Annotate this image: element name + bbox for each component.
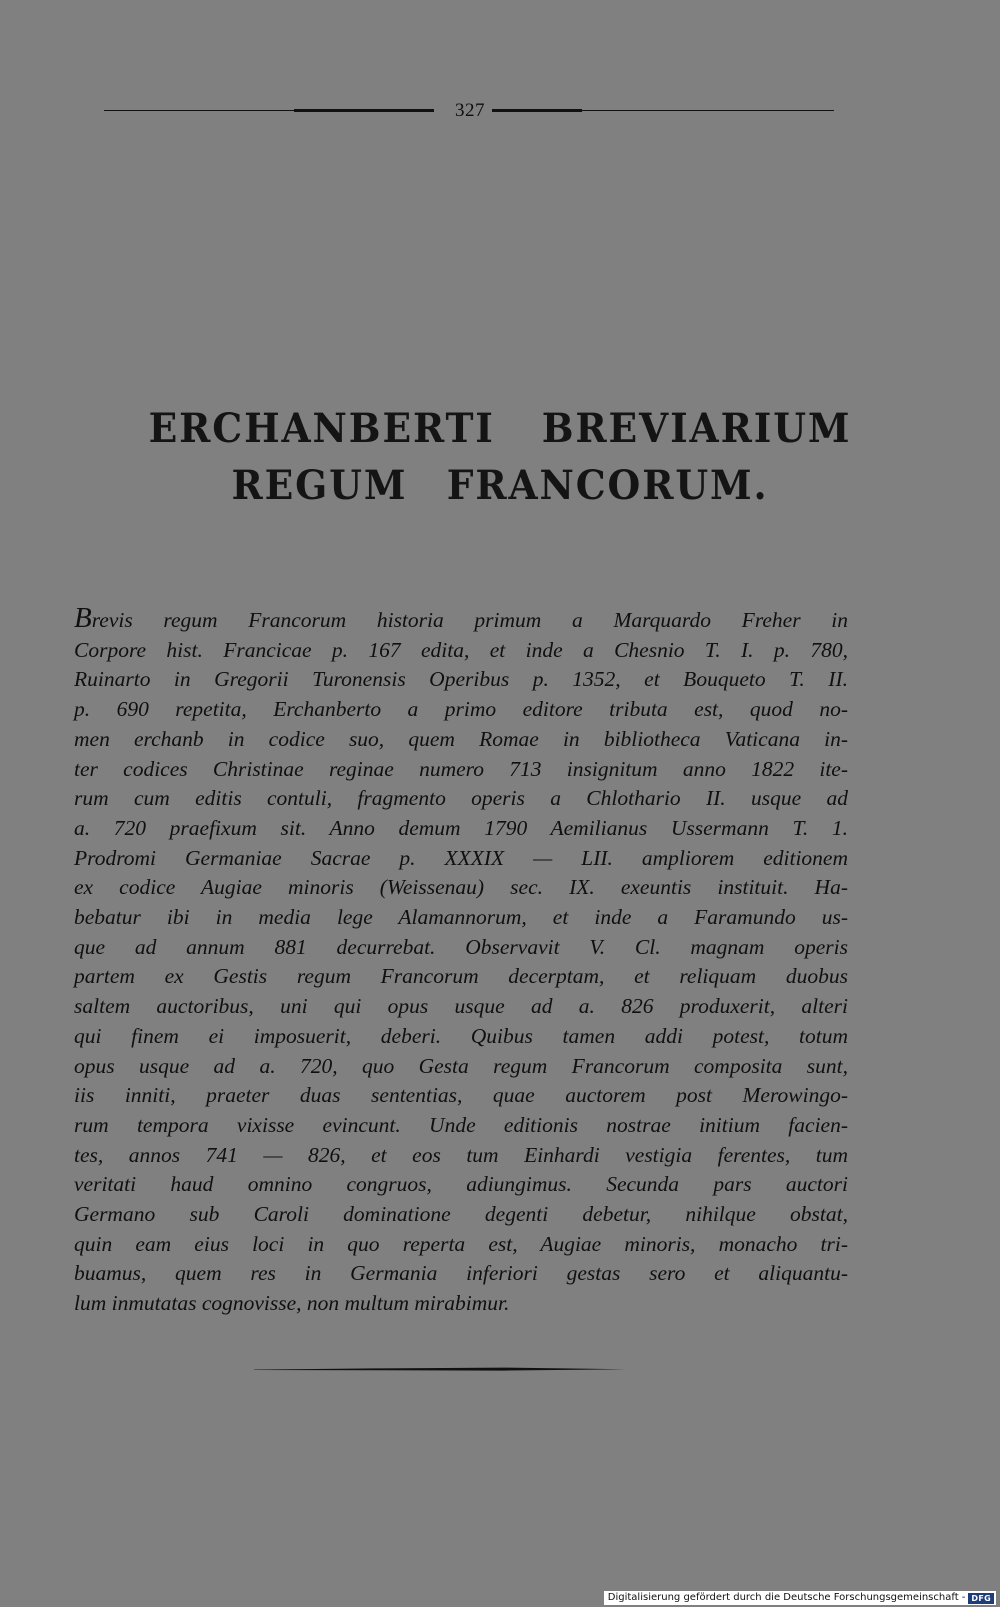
header-rule-right bbox=[492, 109, 582, 112]
introduction-text bbox=[74, 602, 848, 1319]
page-number: 327 bbox=[455, 100, 485, 121]
body-line: ex codice Augiae minoris (Weissenau) sec. IX. exeuntis instituit. Ha- bbox=[74, 875, 848, 900]
body-line: Ruinarto in Gregorii Turonensis Operibus p. 1352, et Bouqueto T. II. bbox=[74, 667, 848, 692]
body-line: tes, annos 741 — 826, et eos tum Einhardi vestigia ferentes, tum bbox=[74, 1142, 848, 1167]
title-line-1: ERCHANBERTI BREVIARIUM bbox=[148, 405, 852, 452]
work-title bbox=[86, 400, 913, 514]
body-line: ter codices Christinae reginae numero 713 insignitum anno 1822 ite- bbox=[74, 756, 848, 781]
dfg-logo: DFG bbox=[968, 1593, 994, 1604]
credit-text: Digitalisierung gefördert durch die Deutsche Forschungsgemeinschaft - bbox=[607, 1592, 966, 1603]
body-line: rum tempora vixisse evincunt. Unde editionis nostrae initium facien- bbox=[74, 1112, 848, 1137]
body-line: buamus, quem res in Germania inferiori gestas sero et aliquantu- bbox=[74, 1261, 848, 1286]
body-line: men erchanb in codice suo, quem Romae in bibliotheca Vaticana in- bbox=[74, 726, 848, 751]
body-line: qui finem ei imposuerit, deberi. Quibus tamen addi potest, totum bbox=[74, 1023, 848, 1048]
page-header bbox=[0, 96, 1000, 126]
header-rule-left bbox=[294, 109, 434, 112]
drop-cap: B bbox=[74, 602, 92, 634]
body-line: iis inniti, praeter duas sententias, quae auctorem post Merowingo- bbox=[74, 1083, 848, 1108]
body-line: saltem auctoribus, uni qui opus usque ad a. 826 produxerit, alteri bbox=[74, 994, 848, 1019]
body-line-1-text: revis regum Francorum historia primum a Marquardo Freher in bbox=[91, 608, 848, 632]
body-line: a. 720 praefixum sit. Anno demum 1790 Aemilianus Ussermann T. 1. bbox=[74, 815, 848, 840]
body-line: Corpore hist. Francicae p. 167 edita, et inde a Chesnio T. I. p. 780, bbox=[74, 637, 848, 662]
body-line: opus usque ad a. 720, quo Gesta regum Francorum composita sunt, bbox=[74, 1053, 848, 1078]
body-line: veritati haud omnino congruos, adiungimus. Secunda pars auctori bbox=[74, 1172, 848, 1197]
body-line: Germano sub Caroli dominatione degenti debetur, nihilque obstat, bbox=[74, 1202, 848, 1227]
body-line: bebatur ibi in media lege Alamannorum, et inde a Faramundo us- bbox=[74, 905, 848, 930]
closing-rule bbox=[254, 1367, 626, 1371]
body-line-1 bbox=[74, 602, 848, 636]
body-line-last: lum inmutatas cognovisse, non multum mirabimur. bbox=[74, 1291, 510, 1316]
digitization-credit bbox=[604, 1591, 996, 1605]
title-line-2: REGUM FRANCORUM. bbox=[231, 462, 769, 509]
body-line: partem ex Gestis regum Francorum decerptam, et reliquam duobus bbox=[74, 964, 848, 989]
header-rule-left-thin bbox=[104, 110, 294, 111]
body-line: que ad annum 881 decurrebat. Observavit V. Cl. magnam operis bbox=[74, 934, 848, 959]
body-line: p. 690 repetita, Erchanberto a primo editore tributa est, quod no- bbox=[74, 697, 848, 722]
body-line: rum cum editis contuli, fragmento operis a Chlothario II. usque ad bbox=[74, 786, 848, 811]
body-line: quin eam eius loci in quo reperta est, Augiae minoris, monacho tri- bbox=[74, 1231, 848, 1256]
body-line: Prodromi Germaniae Sacrae p. XXXIX — LII. ampliorem editionem bbox=[74, 845, 848, 870]
header-rule-right-thin bbox=[582, 110, 834, 111]
